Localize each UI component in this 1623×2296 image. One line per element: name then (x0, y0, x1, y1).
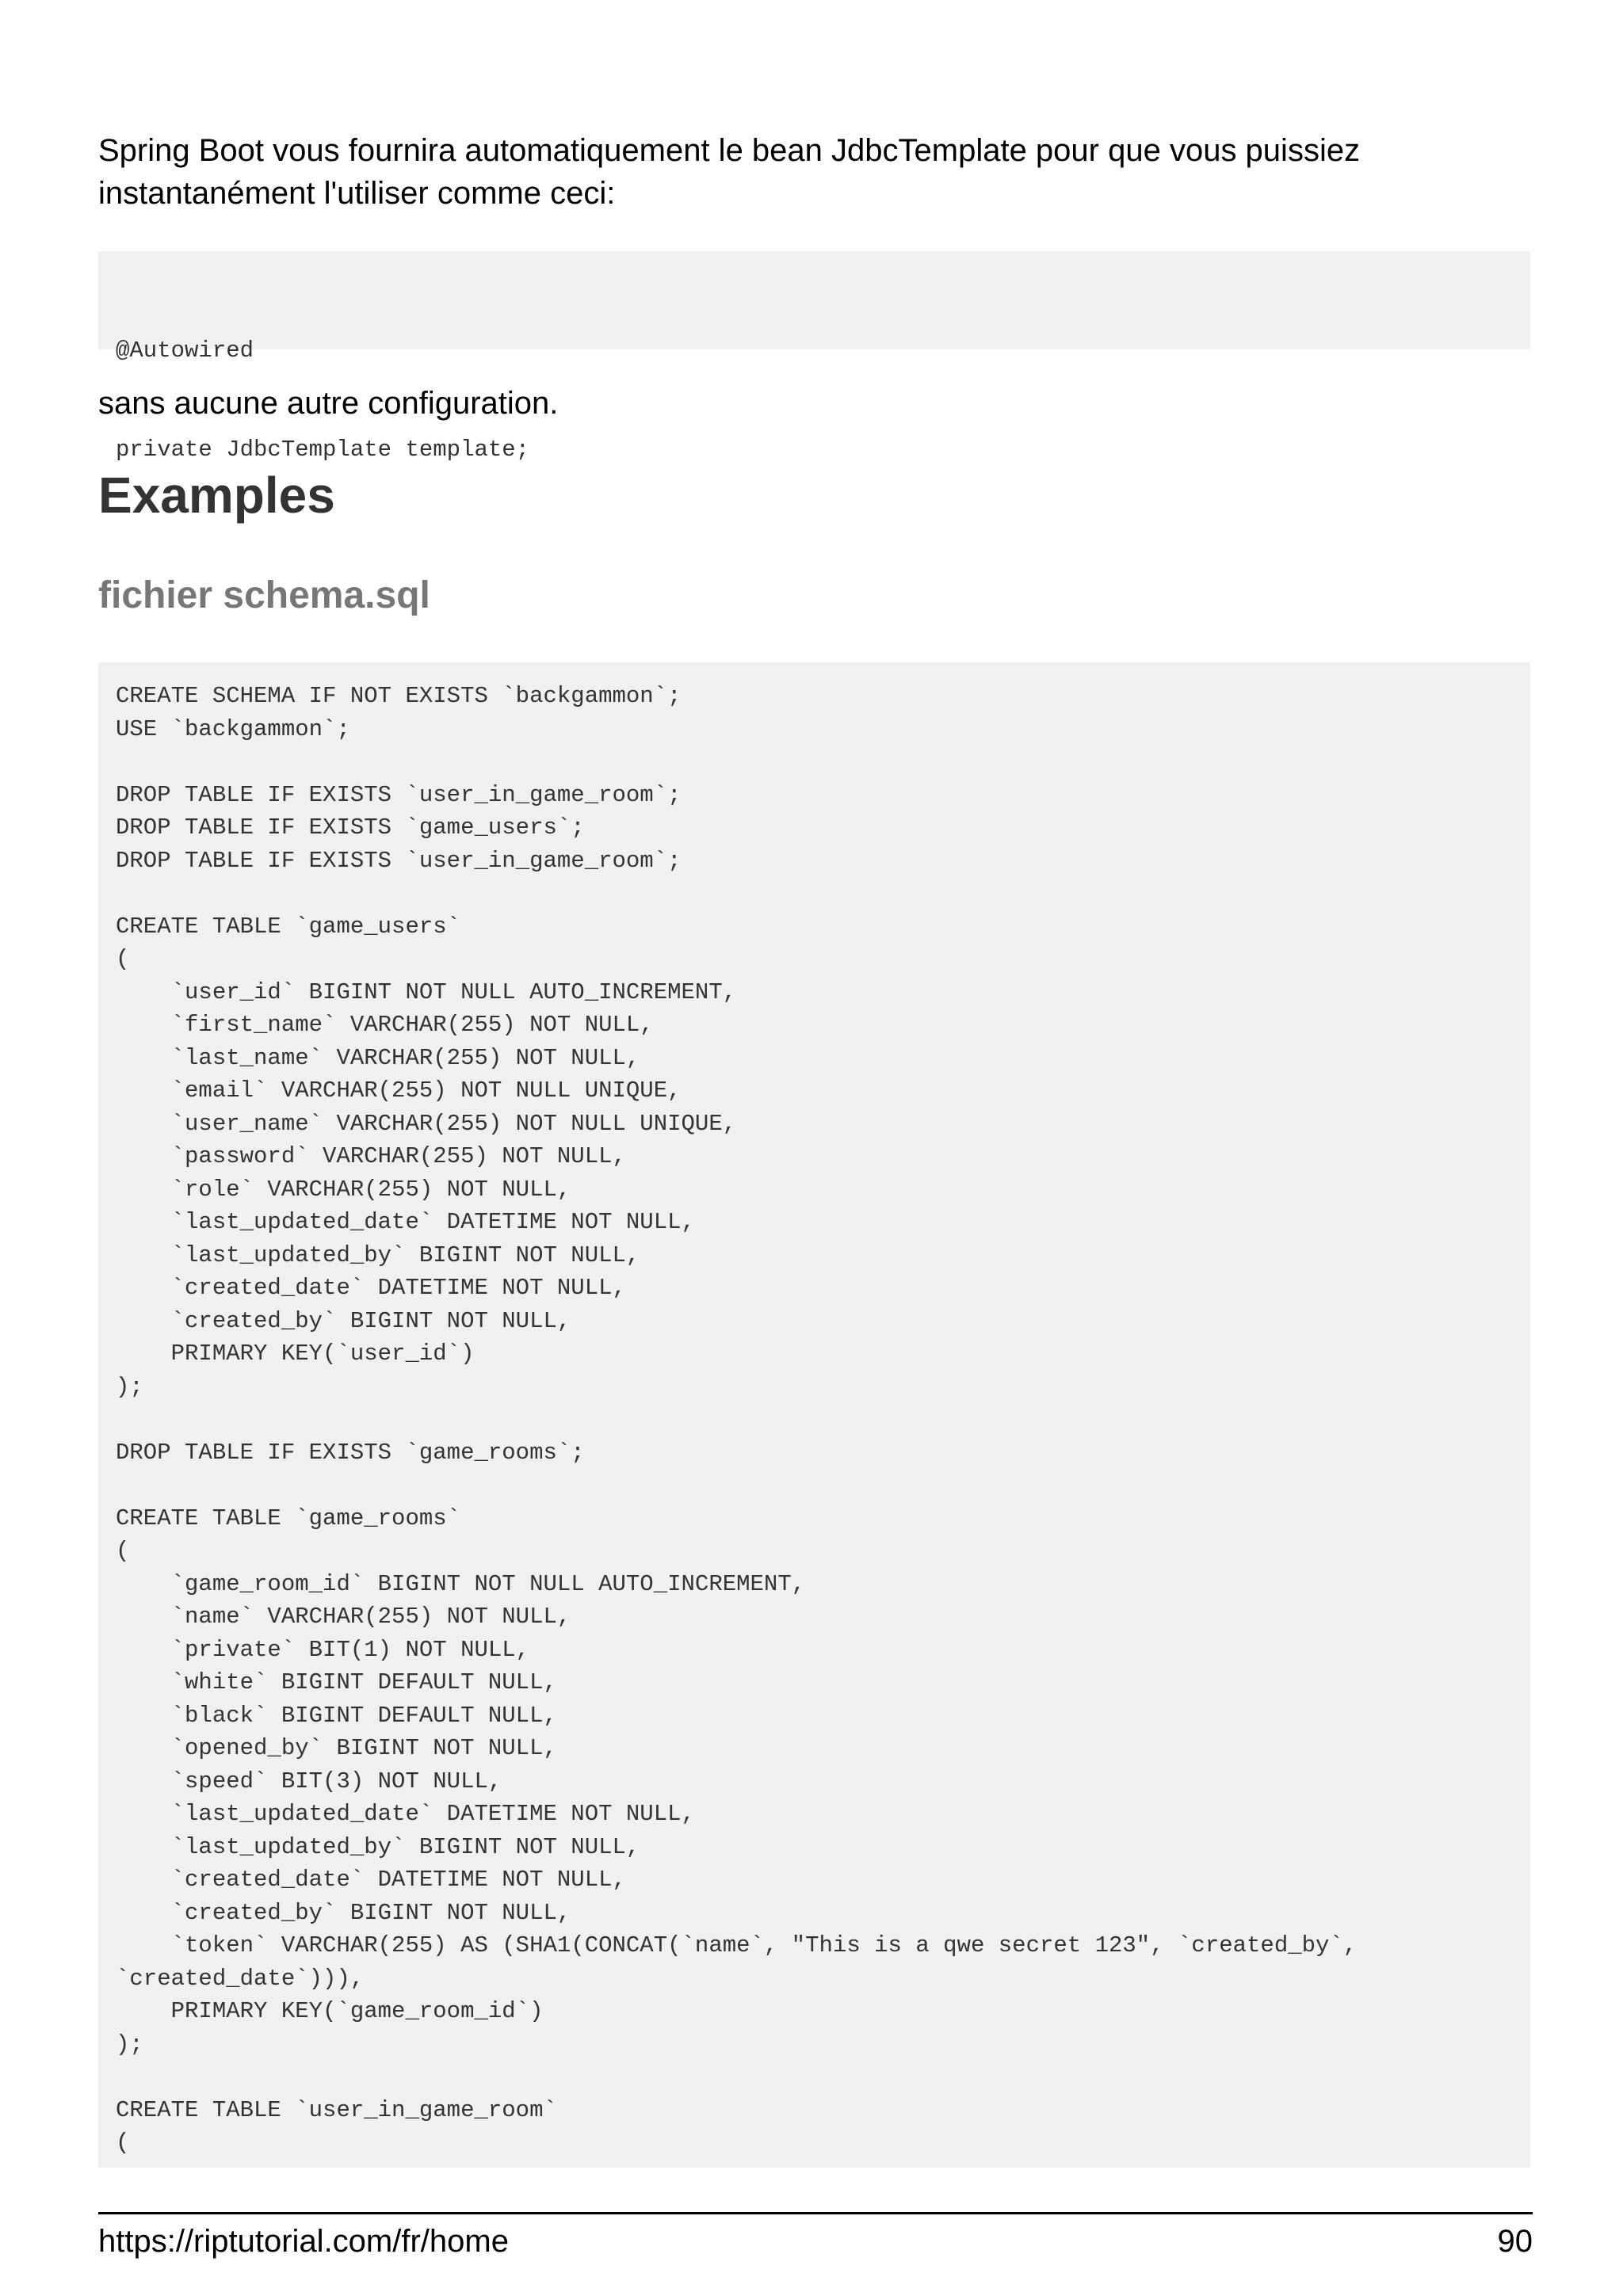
section-heading-examples: Examples (98, 467, 335, 524)
code-line: CREATE TABLE `user_in_game_room` (116, 2096, 557, 2123)
footer-divider (98, 2212, 1533, 2214)
footer-url: https://riptutorial.com/fr/home (98, 2224, 509, 2259)
schema-sql-code-block (98, 662, 1530, 2168)
code-line: CREATE SCHEMA IF NOT EXISTS `backgammon`; (116, 683, 682, 709)
code-line: `name` VARCHAR(255) NOT NULL, (116, 1604, 571, 1630)
code-line: `email` VARCHAR(255) NOT NULL UNIQUE, (116, 1077, 682, 1104)
code-line: `private` BIT(1) NOT NULL, (116, 1636, 530, 1663)
code-line: `last_updated_by` BIGINT NOT NULL, (116, 1241, 640, 1268)
code-line: DROP TABLE IF EXISTS `user_in_game_room`; (116, 781, 682, 808)
code-line (116, 1403, 1513, 1436)
code-line: private JdbcTemplate template; (116, 436, 530, 463)
code-line: @Autowired (116, 338, 254, 364)
code-line: `speed` BIT(3) NOT NULL, (116, 1768, 502, 1794)
code-line: `token` VARCHAR(255) AS (SHA1(CONCAT(`name`, "This is a qwe secret 123", `created_by`, (116, 1932, 1358, 1958)
code-line: `black` BIGINT DEFAULT NULL, (116, 1702, 557, 1729)
code-line: `created_date` DATETIME NOT NULL, (116, 1275, 626, 1301)
code-line: `last_updated_date` DATETIME NOT NULL, (116, 1801, 695, 1827)
code-line (116, 877, 1513, 910)
code-line: `created_date`))), (116, 1965, 365, 1992)
code-line (116, 2061, 1513, 2094)
code-line: USE `backgammon`; (116, 715, 350, 742)
code-line: DROP TABLE IF EXISTS `user_in_game_room`; (116, 847, 682, 874)
code-line: `game_room_id` BIGINT NOT NULL AUTO_INCREMENT, (116, 1570, 806, 1597)
code-line: `last_updated_date` DATETIME NOT NULL, (116, 1209, 695, 1235)
intro-paragraph: Spring Boot vous fournira automatiquement le bean JdbcTemplate pour que vous puissiez instantanément l'utiliser comme ceci: (98, 133, 1361, 211)
code-line: `white` BIGINT DEFAULT NULL, (116, 1669, 557, 1695)
code-line: `first_name` VARCHAR(255) NOT NULL, (116, 1012, 654, 1038)
code-line: `created_by` BIGINT NOT NULL, (116, 1899, 571, 1926)
code-line (116, 746, 1513, 779)
code-line: PRIMARY KEY(`game_room_id`) (116, 1998, 544, 2024)
code-line: ( (116, 1538, 130, 1564)
code-line: `last_updated_by` BIGINT NOT NULL, (116, 1833, 640, 1860)
code-line: `password` VARCHAR(255) NOT NULL, (116, 1143, 626, 1169)
page-number: 90 (1497, 2224, 1533, 2259)
code-line: `user_id` BIGINT NOT NULL AUTO_INCREMENT, (116, 978, 737, 1005)
code-line: `created_date` DATETIME NOT NULL, (116, 1867, 626, 1893)
after-code-paragraph: sans aucune autre configuration. (98, 386, 559, 421)
subsection-heading-schema: fichier schema.sql (98, 574, 430, 616)
code-line: DROP TABLE IF EXISTS `game_rooms`; (116, 1439, 585, 1466)
code-line: ); (116, 2031, 143, 2058)
code-line: CREATE TABLE `game_users` (116, 913, 461, 940)
code-line: ); (116, 1373, 143, 1400)
code-line: ( (116, 946, 130, 972)
code-line: PRIMARY KEY(`user_id`) (116, 1341, 475, 1367)
code-line: CREATE TABLE `game_rooms` (116, 1505, 461, 1531)
code-line: `role` VARCHAR(255) NOT NULL, (116, 1176, 571, 1203)
code-line: `user_name` VARCHAR(255) NOT NULL UNIQUE, (116, 1110, 737, 1137)
code-line: `last_name` VARCHAR(255) NOT NULL, (116, 1044, 640, 1071)
code-line (116, 1469, 1513, 1502)
code-line: `opened_by` BIGINT NOT NULL, (116, 1735, 557, 1761)
code-line: ( (116, 2130, 130, 2156)
code-line: `created_by` BIGINT NOT NULL, (116, 1307, 571, 1334)
code-line: DROP TABLE IF EXISTS `game_users`; (116, 814, 585, 841)
